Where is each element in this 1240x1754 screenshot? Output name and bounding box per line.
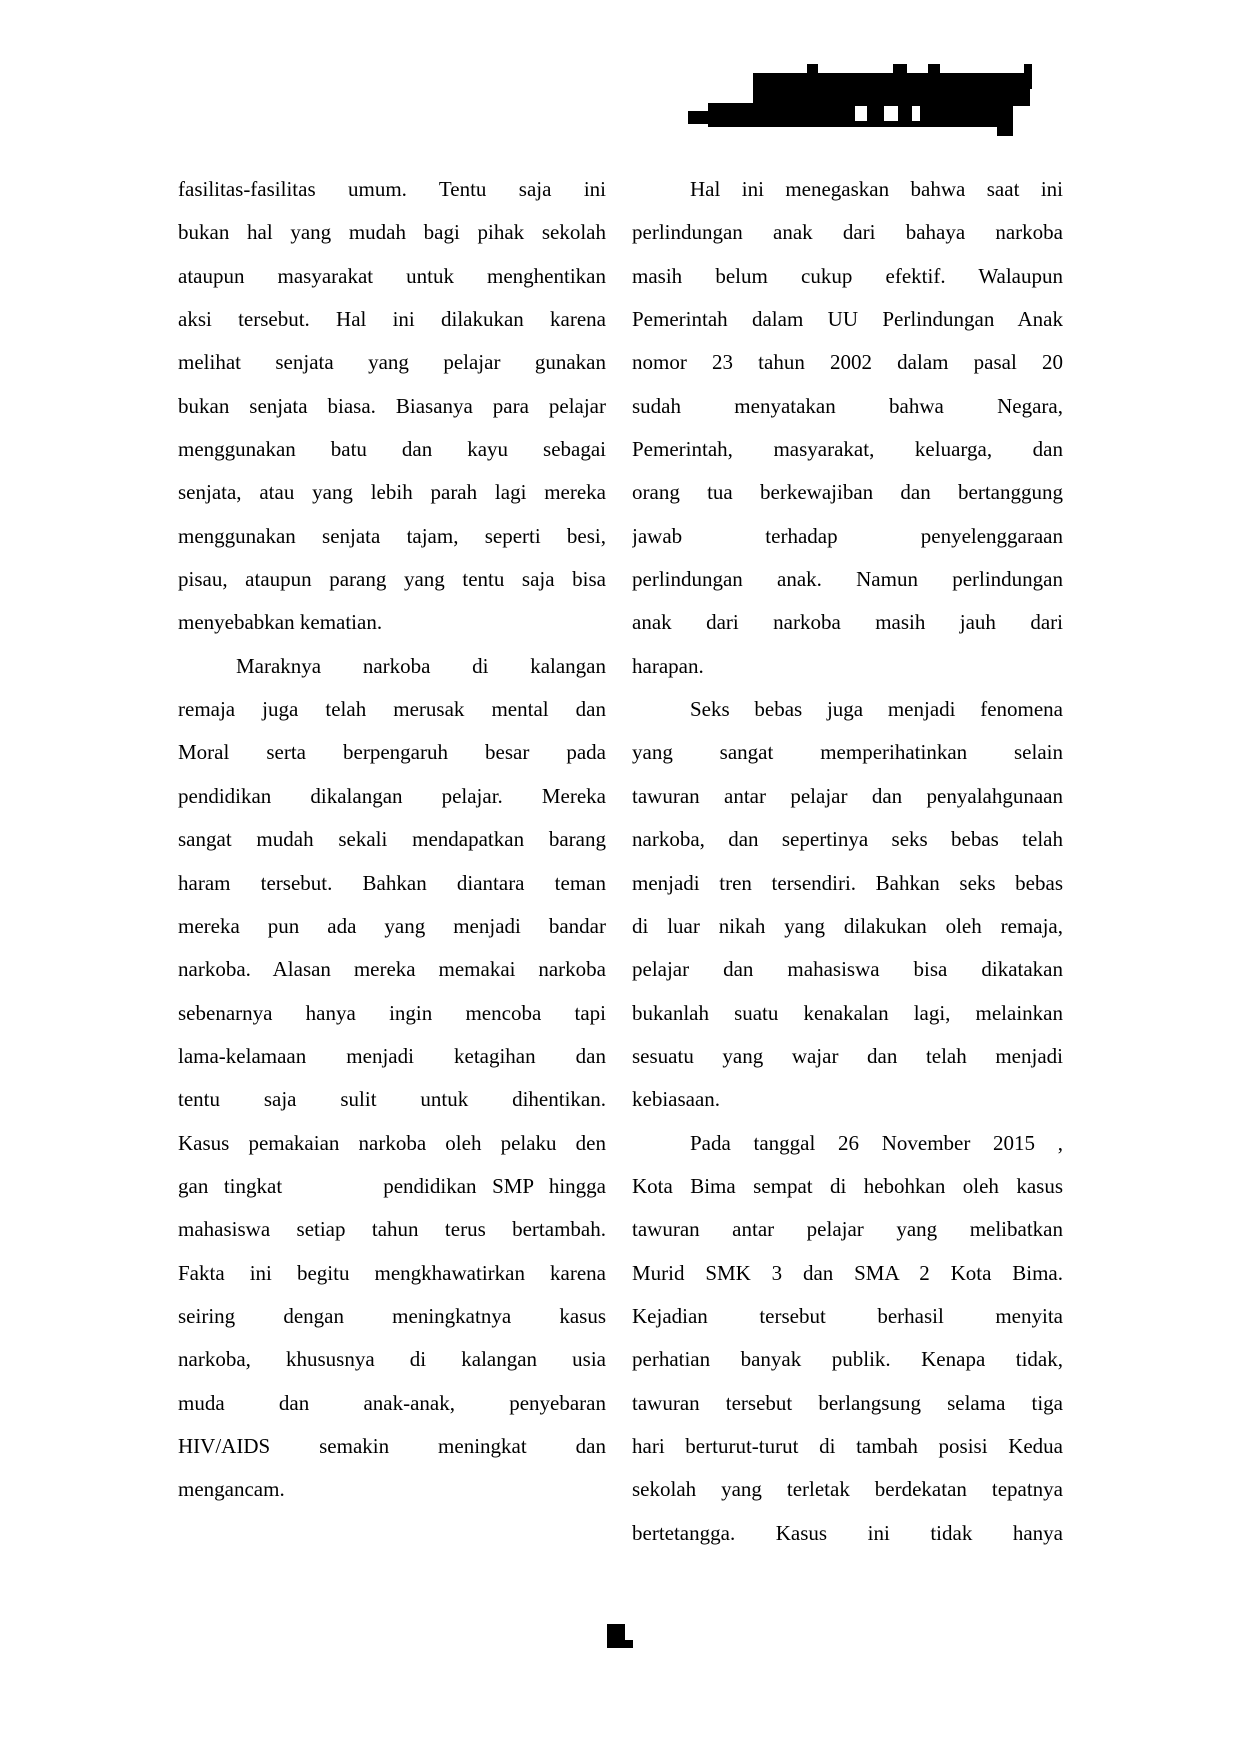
text-line: tawuran antar pelajar dan penyalahgunaan (632, 783, 1063, 808)
text-line: remaja juga telah merusak mental dan (178, 697, 606, 722)
text-line: Kota Bima sempat di hebohkan oleh kasus (632, 1173, 1063, 1198)
text-line: pendidikan dikalangan pelajar. Mereka (178, 783, 606, 808)
text-line: harapan. (632, 653, 704, 678)
text-line: masih belum cukup efektif. Walaupun (632, 263, 1063, 288)
text-line: bertetangga. Kasus ini tidak hanya (632, 1520, 1063, 1545)
text-line: Seks bebas juga menjadi fenomena (690, 697, 1063, 722)
text-line: tentu saja sulit untuk dihentikan. (178, 1087, 606, 1112)
redaction-mark (688, 111, 733, 124)
text-line: fasilitas-fasilitas umum. Tentu saja ini (178, 177, 606, 201)
text-line: Kasus pemakaian narkoba oleh pelaku den (178, 1130, 606, 1155)
text-line: pisau, ataupun parang yang tentu saja bisa (178, 567, 606, 592)
redaction-mark (753, 73, 1030, 106)
text-line: seiring dengan meningkatnya kasus (178, 1303, 606, 1328)
redacted-page-number (607, 1624, 633, 1648)
text-column-left (178, 168, 606, 1512)
text-line: sekolah yang terletak berdekatan tepatnya (632, 1477, 1063, 1502)
text-line: narkoba, khususnya di kalangan usia (178, 1347, 606, 1372)
text-line: HIV/AIDS semakin meningkat dan (178, 1433, 606, 1458)
text-line: menjadi tren tersendiri. Bahkan seks bebas (632, 870, 1063, 895)
redaction-gap (884, 106, 898, 121)
text-line: muda dan anak-anak, penyebaran (178, 1390, 606, 1415)
text-line: mengancam. (178, 1477, 285, 1502)
text-line: perlindungan anak dari bahaya narkoba (632, 220, 1063, 245)
text-line (178, 1165, 606, 1208)
text-line: nomor 23 tahun 2002 dalam pasal 20 (632, 350, 1063, 375)
text-line: mahasiswa setiap tahun terus bertambah. (178, 1217, 606, 1242)
text-line: yang sangat memperihatinkan selain (632, 740, 1063, 765)
redaction-mark (625, 1640, 633, 1648)
text-segment: pendidikan SMP hingga (383, 1173, 606, 1198)
text-line: perlindungan anak. Namun perlindungan (632, 567, 1063, 592)
text-segment: gan tingkat (178, 1173, 283, 1198)
text-line: menggunakan batu dan kayu sebagai (178, 437, 606, 462)
redaction-gap (855, 106, 867, 121)
redacted-header (688, 62, 1032, 138)
text-line: tawuran tersebut berlangsung selama tiga (632, 1390, 1063, 1415)
redaction-mark (893, 64, 907, 76)
text-line: aksi tersebut. Hal ini dilakukan karena (178, 307, 606, 332)
text-line: haram tersebut. Bahkan diantara teman (178, 870, 606, 895)
text-line: ataupun masyarakat untuk menghentikan (178, 263, 606, 288)
text-line: anak dari narkoba masih jauh dari (632, 610, 1063, 635)
redaction-mark (1024, 64, 1032, 89)
redaction-mark (997, 103, 1013, 136)
text-line: Pada tanggal 26 November 2015 , (690, 1130, 1063, 1155)
text-line: lama-kelamaan menjadi ketagihan dan (178, 1043, 606, 1068)
text-line: sangat mudah sekali mendapatkan barang (178, 827, 606, 852)
text-line: sudah menyatakan bahwa Negara, (632, 393, 1063, 418)
text-line: Hal ini menegaskan bahwa saat ini (690, 177, 1063, 201)
text-line: menyebabkan kematian. (178, 610, 383, 635)
text-line: melihat senjata yang pelajar gunakan (178, 350, 606, 375)
text-line: sesuatu yang wajar dan telah menjadi (632, 1043, 1063, 1068)
text-line: menggunakan senjata tajam, seperti besi, (178, 523, 606, 548)
text-line: narkoba. Alasan mereka memakai narkoba (178, 957, 606, 982)
text-line: tawuran antar pelajar yang melibatkan (632, 1217, 1063, 1242)
text-line: sebenarnya hanya ingin mencoba tapi (178, 1000, 606, 1025)
text-line: bukanlah suatu kenakalan lagi, melainkan (632, 1000, 1063, 1025)
text-line: orang tua berkewajiban dan bertanggung (632, 480, 1063, 505)
redaction-mark (708, 103, 998, 127)
text-line: Fakta ini begitu mengkhawatirkan karena (178, 1260, 606, 1285)
text-line: Moral serta berpengaruh besar pada (178, 740, 606, 765)
text-line: senjata, atau yang lebih parah lagi mereka (178, 480, 606, 505)
text-line: Kejadian tersebut berhasil menyita (632, 1303, 1063, 1328)
text-line: Maraknya narkoba di kalangan (236, 653, 606, 678)
redaction-mark (607, 1624, 625, 1648)
text-line: hari berturut-turut di tambah posisi Kedua (632, 1433, 1063, 1458)
text-line: kebiasaan. (632, 1087, 721, 1112)
text-line: perhatian banyak publik. Kenapa tidak, (632, 1347, 1063, 1372)
text-line: jawab terhadap penyelenggaraan (632, 523, 1063, 548)
redaction-mark (807, 64, 818, 76)
text-line: Pemerintah, masyarakat, keluarga, dan (632, 437, 1063, 462)
redaction-gap (912, 106, 920, 121)
text-line: pelajar dan mahasiswa bisa dikatakan (632, 957, 1063, 982)
text-line: mereka pun ada yang menjadi bandar (178, 913, 606, 938)
text-column-right (632, 168, 1063, 1555)
text-line: narkoba, dan sepertinya seks bebas telah (632, 827, 1063, 852)
text-gap (298, 1192, 368, 1193)
text-line: bukan senjata biasa. Biasanya para pelajar (178, 393, 606, 418)
text-line: Murid SMK 3 dan SMA 2 Kota Bima. (632, 1260, 1063, 1285)
text-line: di luar nikah yang dilakukan oleh remaja, (632, 913, 1063, 938)
text-line: bukan hal yang mudah bagi pihak sekolah (178, 220, 606, 245)
redaction-mark (928, 64, 940, 76)
text-line: Pemerintah dalam UU Perlindungan Anak (632, 307, 1063, 332)
